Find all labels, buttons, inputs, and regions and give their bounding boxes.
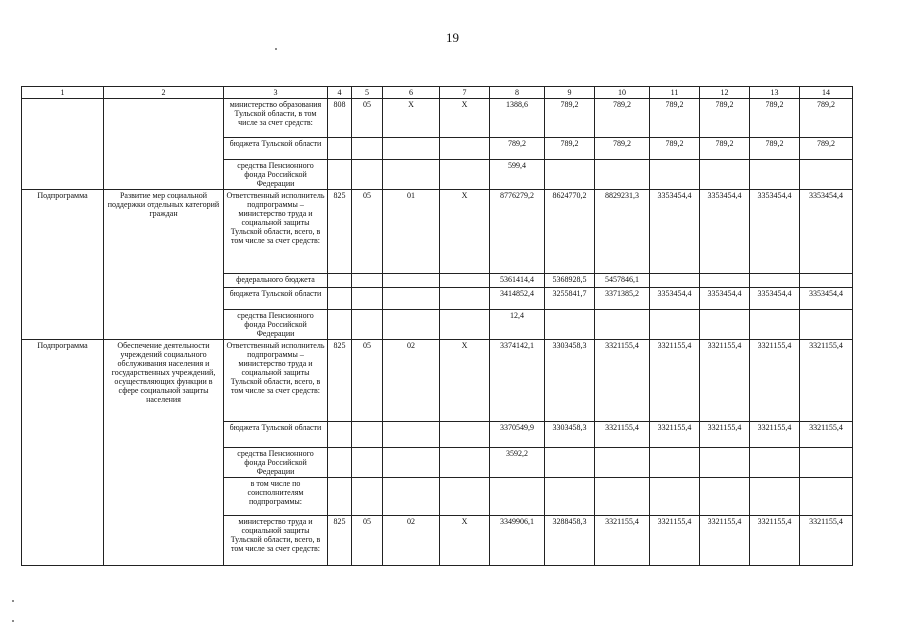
amount-cell: 789,2 [650,99,700,138]
code-cell: 825 [328,190,352,274]
executor-cell: средства Пенсионного фонда Российской Федерации [224,160,328,190]
amount-cell: 3321155,4 [650,516,700,566]
code-cell: 808 [328,99,352,138]
amount-cell: 8829231,3 [595,190,650,274]
header-cell: 11 [650,87,700,99]
amount-cell: 3353454,4 [700,288,750,310]
amount-cell: 3288458,3 [545,516,595,566]
amount-cell: 3353454,4 [800,288,853,310]
executor-cell: средства Пенсионного фонда Российской Федерации [224,310,328,340]
amount-cell: 12,4 [490,310,545,340]
amount-cell: 3414852,4 [490,288,545,310]
amount-cell: 8776279,2 [490,190,545,274]
amount-cell: 3321155,4 [800,340,853,422]
amount-cell: 3353454,4 [750,190,800,274]
amount-cell: 3349906,1 [490,516,545,566]
code-cell: X [440,340,490,422]
row-type-cell: Подпрограмма [22,190,104,340]
executor-cell: в том числе по соисполнителям подпрограммы: [224,478,328,516]
amount-cell: 3321155,4 [595,516,650,566]
header-cell: 2 [104,87,224,99]
amount-cell: 789,2 [545,99,595,138]
amount-cell: 3321155,4 [800,422,853,448]
amount-cell: 5361414,4 [490,274,545,288]
amount-cell: 789,2 [800,138,853,160]
amount-cell: 3303458,3 [545,340,595,422]
header-cell: 12 [700,87,750,99]
header-cell: 4 [328,87,352,99]
amount-cell: 789,2 [750,138,800,160]
amount-cell: 789,2 [800,99,853,138]
code-cell: X [383,99,440,138]
code-cell: 05 [352,99,383,138]
amount-cell: 3370549,9 [490,422,545,448]
amount-cell: 3321155,4 [750,340,800,422]
amount-cell: 789,2 [595,99,650,138]
executor-cell: бюджета Тульской области [224,288,328,310]
header-cell: 10 [595,87,650,99]
amount-cell: 789,2 [595,138,650,160]
amount-cell: 3321155,4 [650,422,700,448]
header-cell: 6 [383,87,440,99]
row-name-cell: Развитие мер социальной поддержки отдельных категорий граждан [104,190,224,340]
amount-cell: 3321155,4 [700,422,750,448]
row-type-cell [22,99,104,190]
amount-cell: 3321155,4 [750,516,800,566]
amount-cell: 3371385,2 [595,288,650,310]
executor-cell: Ответственный исполнитель подпрограммы – министерство труда и социальной защиты Тульской области, всего, в том числе за счет средств: [224,340,328,422]
amount-cell: 3321155,4 [700,340,750,422]
executor-cell: министерство труда и социальной защиты Тульской области, всего, в том числе за счет средств: [224,516,328,566]
code-cell: 05 [352,190,383,274]
scan-speck [275,48,277,50]
header-cell: 7 [440,87,490,99]
amount-cell: 789,2 [750,99,800,138]
code-cell: X [440,99,490,138]
amount-cell: 3255841,7 [545,288,595,310]
table-row [22,190,853,274]
amount-cell: 3321155,4 [800,516,853,566]
row-name-cell [104,99,224,190]
code-cell: 05 [352,516,383,566]
amount-cell: 3321155,4 [750,422,800,448]
amount-cell: 3321155,4 [595,422,650,448]
amount-cell: 3353454,4 [650,190,700,274]
amount-cell: 789,2 [490,138,545,160]
header-cell: 8 [490,87,545,99]
header-cell: 14 [800,87,853,99]
header-cell: 1 [22,87,104,99]
row-type-cell: Подпрограмма [22,340,104,566]
executor-cell: федерального бюджета [224,274,328,288]
scan-speck [12,600,14,602]
amount-cell: 3353454,4 [750,288,800,310]
header-cell: 13 [750,87,800,99]
code-cell: 825 [328,516,352,566]
amount-cell: 3303458,3 [545,422,595,448]
amount-cell: 3321155,4 [650,340,700,422]
executor-cell: средства Пенсионного фонда Российской Федерации [224,448,328,478]
budget-table [21,86,853,566]
row-name-cell: Обеспечение деятельности учреждений социального обслуживания населения и государственных учреждений, осуществляющих функции в сфере социальной защиты населения [104,340,224,566]
executor-cell: бюджета Тульской области [224,138,328,160]
header-cell: 3 [224,87,328,99]
amount-cell: 789,2 [545,138,595,160]
header-row [22,87,853,99]
amount-cell: 789,2 [650,138,700,160]
code-cell: X [440,190,490,274]
header-cell: 5 [352,87,383,99]
amount-cell: 789,2 [700,99,750,138]
code-cell: X [440,516,490,566]
executor-cell: бюджета Тульской области [224,422,328,448]
amount-cell: 8624770,2 [545,190,595,274]
code-cell: 01 [383,190,440,274]
table-row [22,99,853,138]
amount-cell: 1388,6 [490,99,545,138]
executor-cell: министерство образования Тульской области, в том числе за счет средств: [224,99,328,138]
header-cell: 9 [545,87,595,99]
amount-cell: 3321155,4 [700,516,750,566]
code-cell: 825 [328,340,352,422]
amount-cell: 3353454,4 [700,190,750,274]
amount-cell: 5457846,1 [595,274,650,288]
amount-cell: 3592,2 [490,448,545,478]
table-row [22,340,853,422]
code-cell: 05 [352,340,383,422]
amount-cell: 599,4 [490,160,545,190]
amount-cell: 3374142,1 [490,340,545,422]
code-cell: 02 [383,516,440,566]
scan-speck [12,620,14,622]
amount-cell: 3353454,4 [800,190,853,274]
page-number: 19 [446,30,459,45]
amount-cell: 789,2 [700,138,750,160]
amount-cell: 3321155,4 [595,340,650,422]
amount-cell: 5368928,5 [545,274,595,288]
amount-cell: 3353454,4 [650,288,700,310]
executor-cell: Ответственный исполнитель подпрограммы – министерство труда и социальной защиты Тульской области, всего, в том числе за счет средств: [224,190,328,274]
code-cell: 02 [383,340,440,422]
